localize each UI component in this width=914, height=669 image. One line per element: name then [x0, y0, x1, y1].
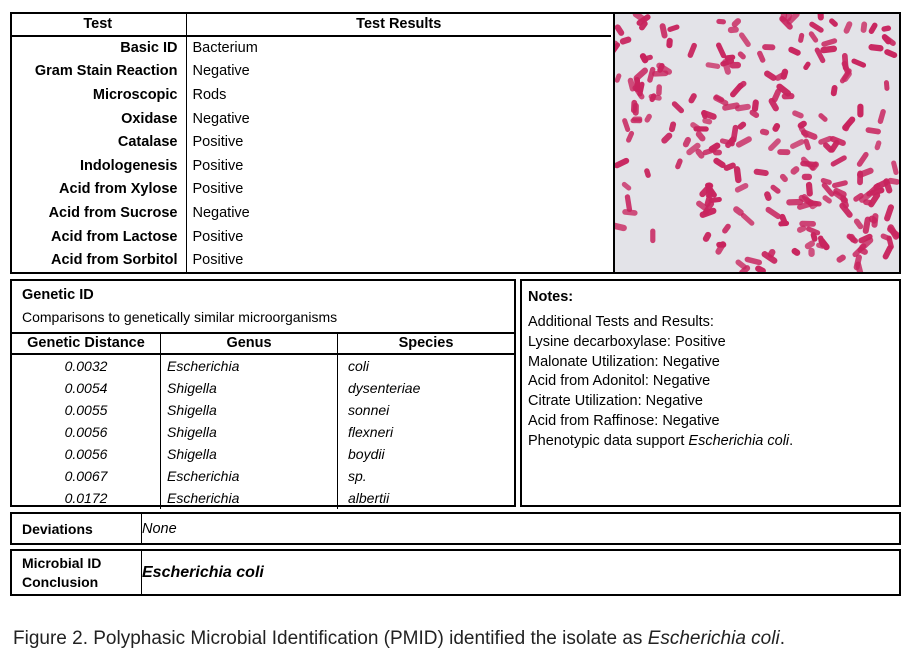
- genetic-row: [12, 487, 514, 509]
- test-result: Negative: [192, 204, 250, 221]
- test-results-column-header: Test Results: [186, 13, 611, 36]
- test-name: Acid from Sucrose: [10, 201, 186, 225]
- test-name: Catalase: [10, 130, 186, 154]
- genetic-id-title: Genetic ID: [22, 287, 94, 303]
- test-result: Positive: [192, 157, 244, 174]
- genus-cell: Escherichia: [161, 354, 338, 377]
- test-name: Indologenesis: [10, 154, 186, 178]
- genus-cell: Shigella: [161, 443, 338, 465]
- bacterium-rod-icon: [631, 100, 637, 114]
- genetic-distance: 0.0054: [12, 377, 161, 399]
- genetic-id-subtitle: Comparisons to genetically similar microorganisms: [22, 309, 338, 325]
- test-row: [10, 130, 611, 154]
- notes-line: Citrate Utilization: Negative: [528, 393, 703, 410]
- tests-body: [10, 36, 611, 272]
- bacterium-rod-icon: [650, 229, 655, 244]
- conclusion-row: [10, 549, 901, 596]
- test-row: [10, 60, 611, 84]
- genus-cell: Escherichia: [161, 465, 338, 487]
- species-cell: sonnei: [348, 402, 390, 418]
- bacterium-rod-icon: [729, 137, 734, 146]
- bacterium-rod-icon: [777, 149, 790, 155]
- test-column-header: Test: [10, 13, 186, 36]
- test-name: Basic ID: [10, 36, 186, 60]
- test-result: Negative: [192, 63, 250, 80]
- notes-line: Acid from Adonitol: Negative: [528, 373, 711, 390]
- species-cell: coli: [348, 358, 370, 374]
- genetic-distance: 0.0055: [12, 399, 161, 421]
- genetic-distance: 0.0056: [12, 421, 161, 443]
- caption-suffix: .: [779, 628, 785, 649]
- test-name: Gram Stain Reaction: [10, 60, 186, 84]
- notes-list: [528, 313, 793, 452]
- genetic-distance: 0.0056: [12, 443, 161, 465]
- genetic-body: [12, 354, 514, 509]
- genetic-table: [12, 332, 514, 509]
- genetic-distance: 0.0067: [12, 465, 161, 487]
- species-cell: sp.: [348, 468, 367, 484]
- test-result: Positive: [192, 134, 244, 151]
- species-cell: flexneri: [348, 424, 394, 440]
- test-result: Negative: [192, 110, 250, 127]
- species-cell: dysenteriae: [348, 380, 421, 396]
- tests-header-row: [10, 13, 611, 36]
- genetic-distance-header: Genetic Distance: [12, 333, 161, 354]
- notes-line: Malonate Utilization: Negative: [528, 353, 720, 370]
- test-name: Acid from Sorbitol: [10, 248, 186, 272]
- species-cell: albertii: [348, 490, 390, 506]
- tests-table: [10, 13, 611, 272]
- support-prefix: Phenotypic data support: [528, 432, 689, 449]
- bacterium-rod-icon: [857, 104, 863, 118]
- notes-line: Acid from Raffinose: Negative: [528, 412, 720, 429]
- genus-cell: Shigella: [161, 421, 338, 443]
- species-cell: boydii: [348, 446, 385, 462]
- bacterium-rod-icon: [762, 44, 775, 50]
- genus-cell: Escherichia: [161, 487, 338, 509]
- test-name: Microscopic: [10, 83, 186, 107]
- test-result: Rods: [192, 86, 227, 103]
- bacterium-rod-icon: [630, 118, 642, 123]
- figure-caption: [13, 628, 785, 650]
- notes-line: Additional Tests and Results:: [528, 314, 714, 330]
- conclusion-value: Escherichia coli: [142, 563, 264, 581]
- conclusion-label-line1: Microbial ID: [22, 554, 102, 571]
- support-suffix: .: [789, 432, 794, 449]
- species-header: Species: [338, 333, 515, 354]
- gram-stain-micrograph-icon: [615, 14, 899, 272]
- genetic-row: [12, 399, 514, 421]
- genetic-id-panel: [10, 279, 516, 507]
- test-result: Positive: [192, 181, 244, 198]
- notes-panel: [520, 279, 901, 507]
- test-row: [10, 83, 611, 107]
- test-row: [10, 225, 611, 249]
- bacterium-rod-icon: [693, 126, 708, 132]
- genetic-row: [12, 465, 514, 487]
- test-result: Positive: [192, 252, 244, 269]
- notes-support-line: [528, 432, 793, 452]
- micrograph-image: [613, 12, 901, 274]
- test-row: [10, 36, 611, 60]
- test-row: [10, 201, 611, 225]
- genus-cell: Shigella: [161, 399, 338, 421]
- bacterium-rod-icon: [656, 84, 662, 96]
- conclusion-label: [12, 551, 142, 594]
- genus-cell: Shigella: [161, 377, 338, 399]
- test-name: Acid from Lactose: [10, 225, 186, 249]
- genus-header: Genus: [161, 333, 338, 354]
- deviations-value: None: [142, 520, 177, 537]
- test-name: Oxidase: [10, 107, 186, 131]
- genetic-row: [12, 354, 514, 377]
- test-result: Positive: [192, 228, 244, 245]
- caption-organism: Escherichia coli: [647, 628, 780, 649]
- test-name: Acid from Xylose: [10, 178, 186, 202]
- test-row: [10, 107, 611, 131]
- caption-prefix: Figure 2. Polyphasic Microbial Identification (PMID) identified the isolate as: [13, 628, 648, 649]
- bacterium-rod-icon: [808, 248, 814, 257]
- genetic-row: [12, 377, 514, 399]
- notes-title: Notes:: [528, 289, 574, 305]
- test-row: [10, 154, 611, 178]
- conclusion-label-line2: Conclusion: [22, 573, 99, 590]
- genetic-distance: 0.0172: [12, 487, 161, 509]
- support-organism: Escherichia coli: [688, 432, 790, 449]
- deviations-row: [10, 512, 901, 545]
- test-row: [10, 248, 611, 272]
- notes-line: Lysine decarboxylase: Positive: [528, 333, 726, 350]
- test-row: [10, 178, 611, 202]
- genetic-distance: 0.0032: [12, 354, 161, 377]
- genetic-row: [12, 421, 514, 443]
- genetic-row: [12, 443, 514, 465]
- genetic-header-row: [12, 333, 514, 354]
- bacterium-rod-icon: [802, 174, 812, 180]
- deviations-label: Deviations: [12, 514, 142, 543]
- test-result: Bacterium: [192, 40, 258, 57]
